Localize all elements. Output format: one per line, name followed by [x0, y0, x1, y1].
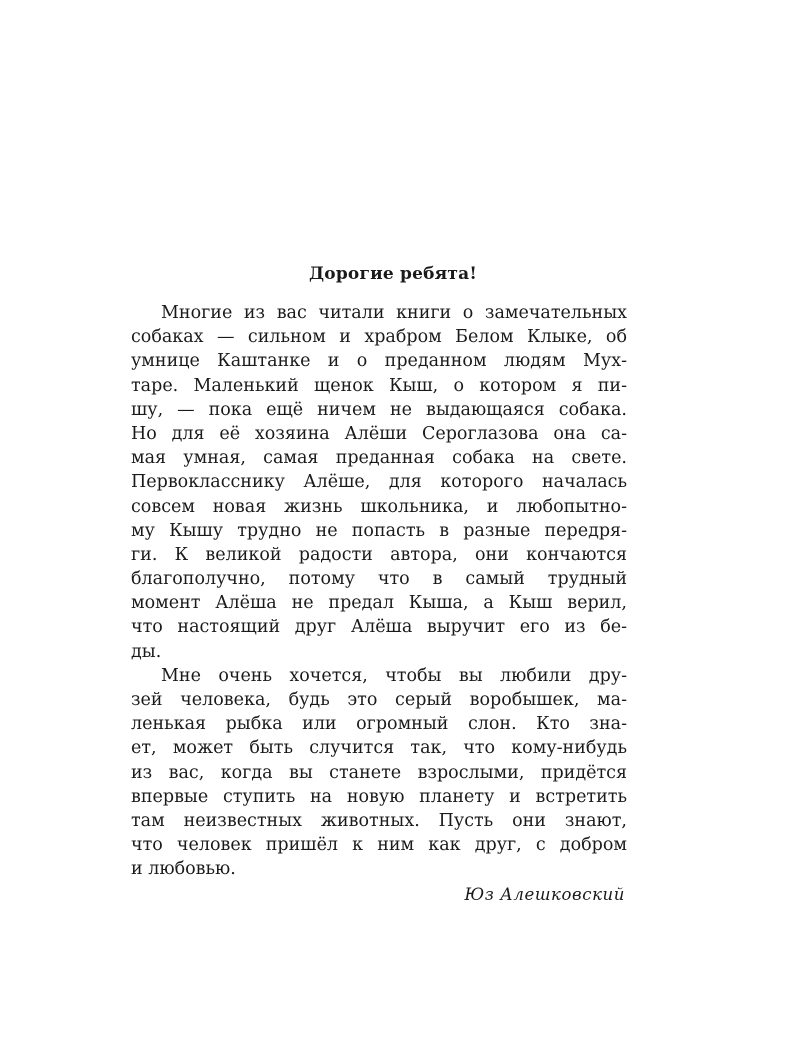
text-line: что человек пришёл к ним как друг, с добром	[131, 835, 627, 856]
text-line: мая умная, самая преданная собака на свете.	[131, 448, 627, 469]
text-line: впервые ступить на новую планету и встретить	[131, 786, 627, 807]
text-line: ленькая рыбка или огромный слон. Кто зна-	[131, 714, 627, 735]
text-line: Многие из вас читали книги о замечательных	[161, 303, 627, 323]
text-line: умнице Каштанке и о преданном людям Мух-	[131, 351, 627, 372]
page-title: Дорогие ребята!	[308, 264, 478, 284]
text-line: Но для её хозяина Алёши Сероглазова она са-	[131, 423, 627, 444]
text-line: ды.	[131, 641, 162, 662]
preface-text	[131, 301, 627, 882]
text-line: таре. Маленький щенок Кыш, о котором я пи-	[131, 375, 627, 396]
text-line: из вас, когда вы станете взрослыми, придётся	[131, 762, 627, 783]
author-signature: Юз Алешковский	[464, 885, 625, 904]
text-line: совсем новая жизнь школьника, и любопытно-	[131, 496, 627, 517]
text-line: ет, может быть случится так, что кому-нибудь	[131, 738, 627, 759]
text-line: момент Алёша не предал Кыша, а Кыш верил,	[131, 593, 627, 614]
paragraph-2	[131, 664, 627, 882]
text-line: шу, — пока ещё ничем не выдающаяся собака.	[131, 399, 627, 420]
paragraph-1	[131, 301, 627, 664]
text-line: там неизвестных животных. Пусть они знают,	[131, 810, 627, 831]
text-line: зей человека, будь это серый воробышек, ма-	[131, 690, 627, 710]
text-line: собаках — сильном и храбром Белом Клыке, об	[131, 327, 627, 348]
text-line: Мне очень хочется, чтобы вы любили дру-	[161, 665, 627, 686]
text-line: ги. К великой радости автора, они кончаются	[131, 544, 627, 565]
text-line: му Кышу трудно не попасть в разные передря-	[131, 520, 627, 541]
text-line: благополучно, потому что в самый трудный	[131, 569, 627, 590]
text-line: Первокласснику Алёше, для которого началась	[131, 472, 627, 493]
text-line: и любовью.	[131, 859, 236, 880]
text-line: что настоящий друг Алёша выручит его из бе-	[131, 617, 627, 638]
